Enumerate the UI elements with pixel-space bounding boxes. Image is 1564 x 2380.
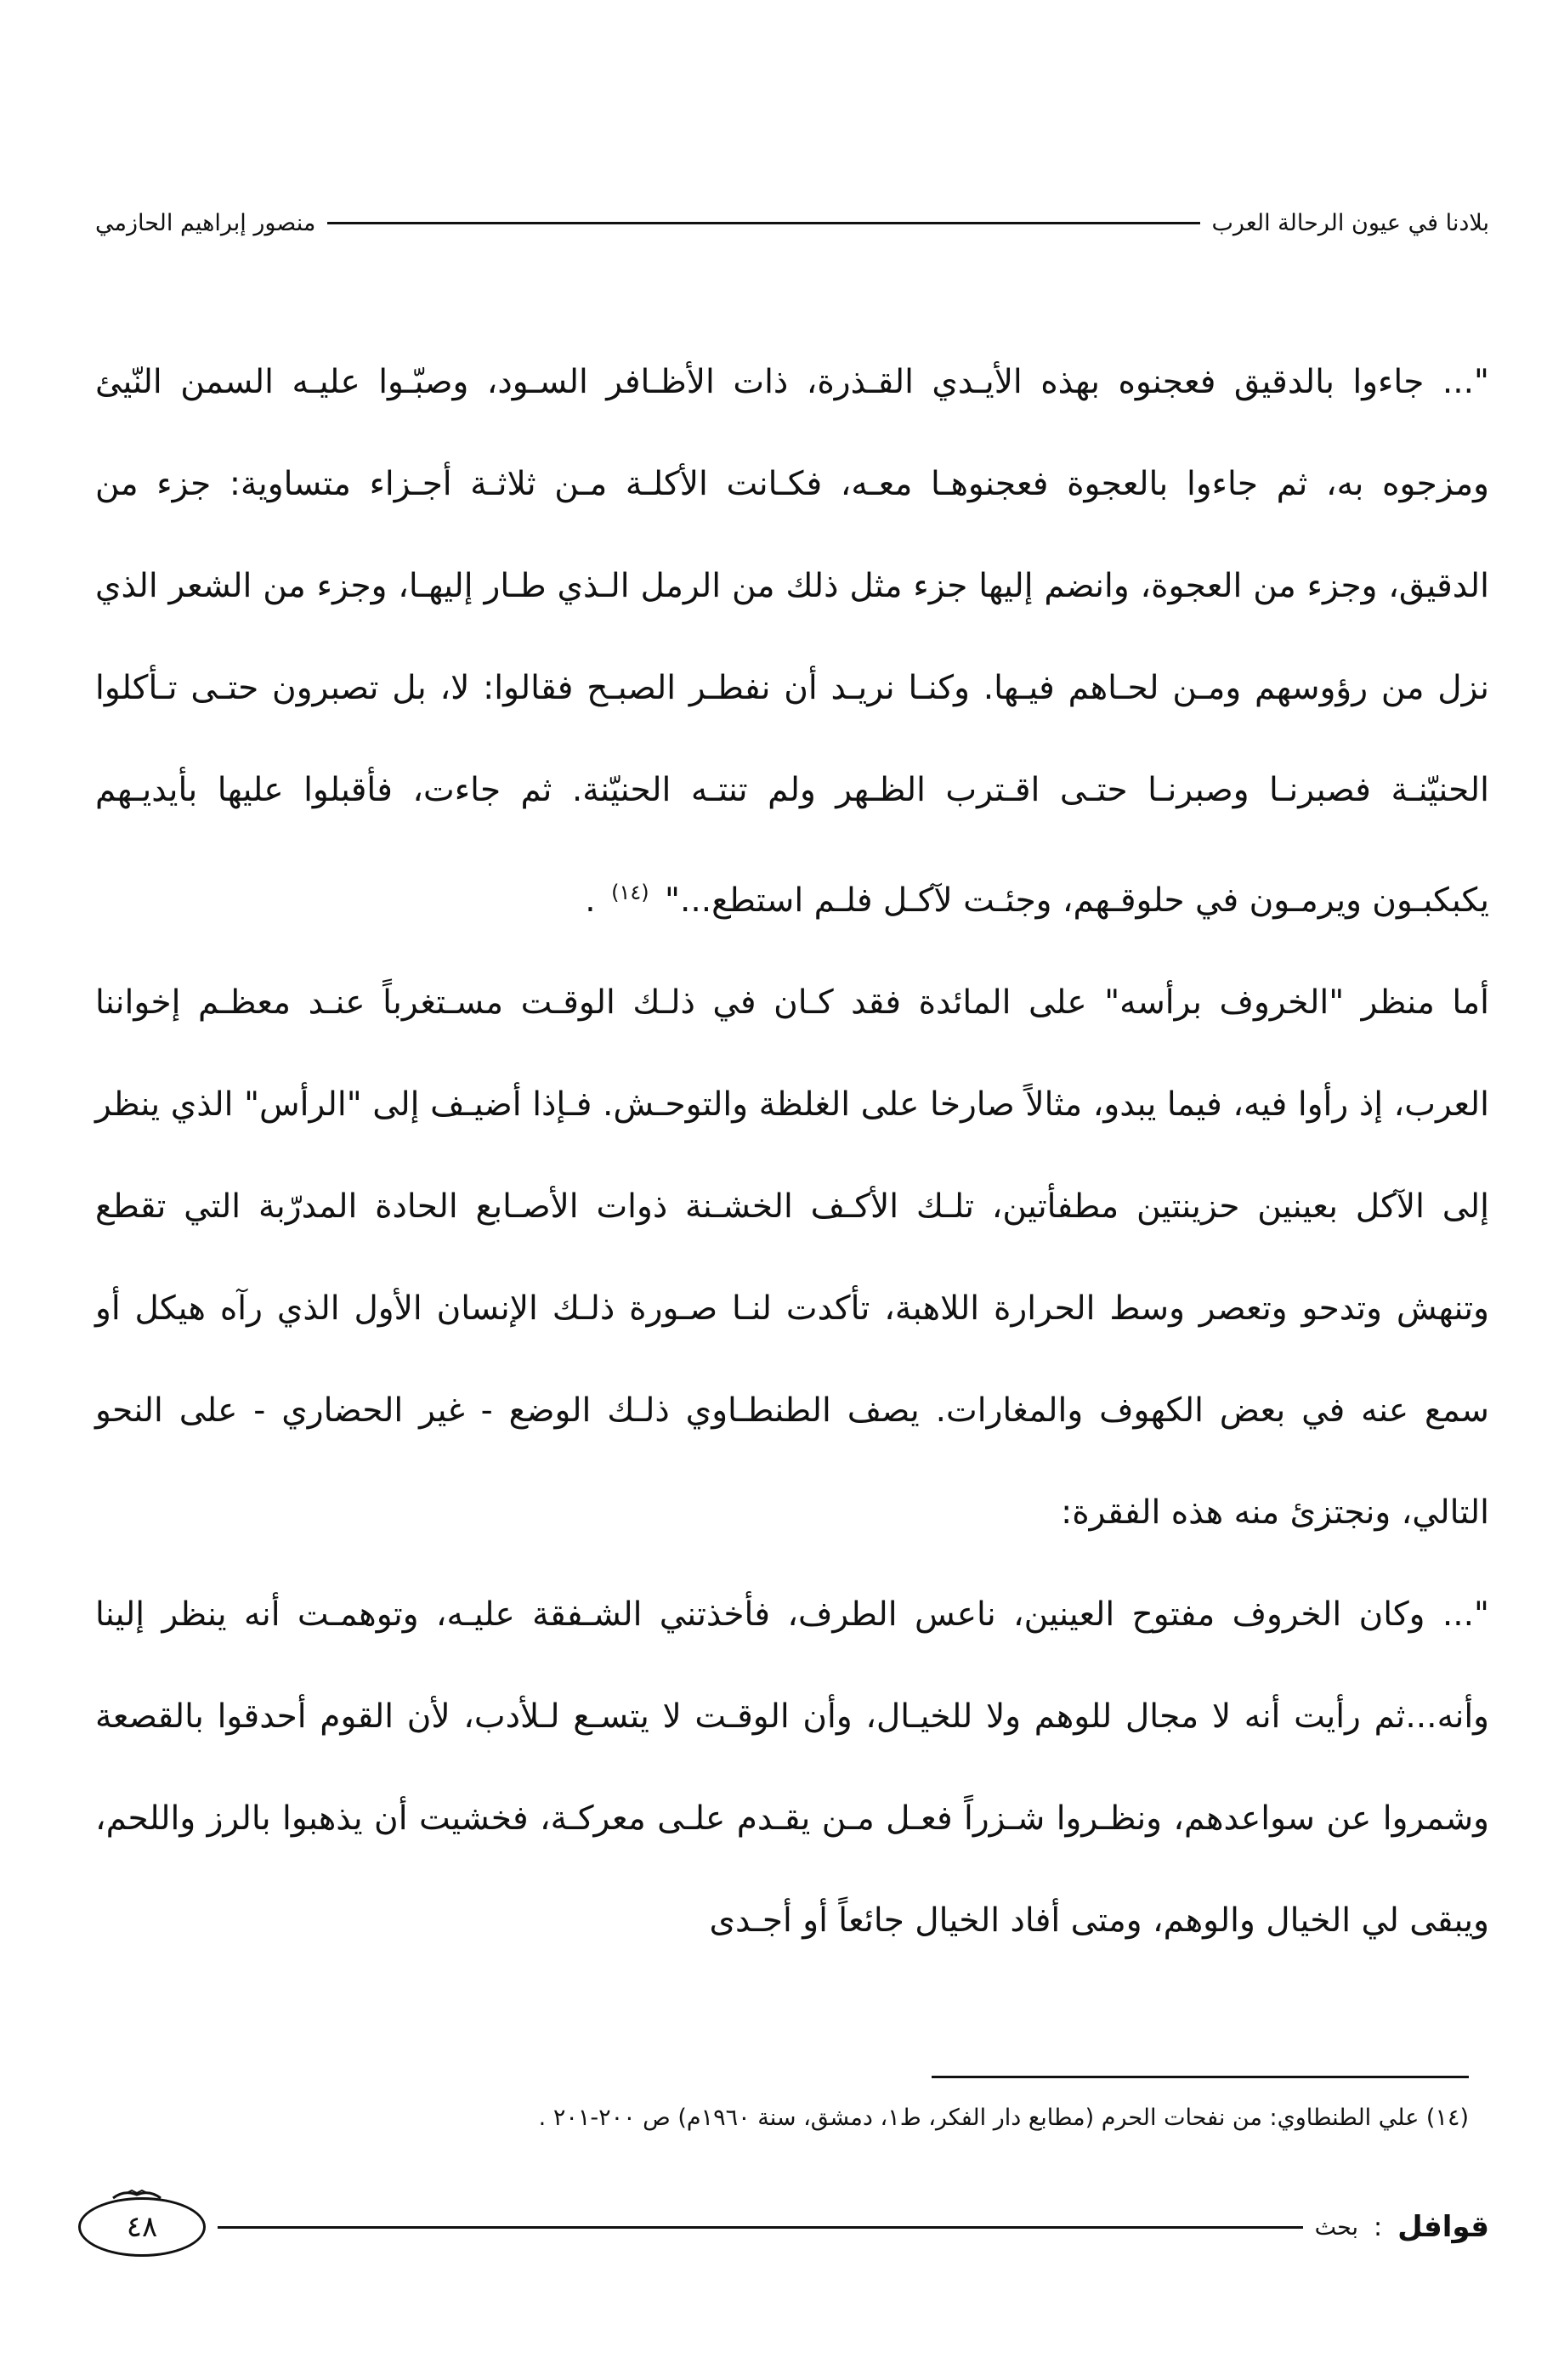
footer-rule (218, 2226, 1303, 2229)
paragraph-text: "... وكان الخروف مفتوح العينين، ناعس الطرف، فأخذتني الشـفقة عليـه، وتوهمـت أنه ينظر إلينا وأنه...ثم رأيت أنه لا مجال للوهم ولا للخيـال، وأن الوقـت لا يتسـع لـلأدب، لأن القوم أحدقوا بالقصعة وشمروا عن سواعدهم، ونظـروا شـزراً فعـل مـن يقـدم علـى معركـة، فخشيت أن يذهبوا بالرز واللحم، ويبقى لي الخيال والوهم، ومتى أفاد الخيال جائعاً أو أجـدى (95, 1595, 1489, 1940)
quote-paragraph-1 (95, 332, 1489, 952)
footnote: (١٤) علي الطنطاوي: من نفحات الحرم (مطابع دار الفكر، ط١، دمشق، سنة ١٩٦٠م) ص ٢٠٠-٢٠١ . (538, 2105, 1469, 2131)
footer-separator: : (1374, 2212, 1383, 2242)
footnote-rule (932, 2076, 1469, 2078)
page-footer (78, 2189, 1489, 2265)
page-number-oval (78, 2197, 206, 2257)
journal-name: قوافل (1397, 2210, 1489, 2244)
header-rule (327, 222, 1199, 224)
footnote-reference: (١٤) (611, 881, 649, 904)
author-name: منصور إبراهيم الحازمي (95, 209, 316, 236)
quote-paragraph-3 (95, 1564, 1489, 1972)
paragraph-text: "... جاءوا بالدقيق فعجنوه بهذه الأيـدي القـذرة، ذات الأظـافر السـود، وصبّـوا عليـه السمن النّيئ ومزجوه به، ثم جاءوا بالعجوة فعجنوهـا معـه، فكـانت الأكلـة مـن ثلاثـة أجـزاء متساوية: جزء من الدقيق، وجزء من العجوة، وانضم إليها جزء مثل ذلك من الرمل الـذي طـار إليهـا، وجزء من الشعر الذي نزل من رؤوسهم ومـن لحـاهم فيـها. وكنـا نريـد أن نفطـر الصبـح فقالوا: لا، بل تصبرون حتـى تـأكلوا الحنيّنـة فصبرنـا وصبرنـا حتـى اقـترب الظـهر ولم تنتـه الحنيّنة. ثم جاءت، فأقبلوا عليها بأيديـهم يكبكبـون ويرمـون في حلوقـهم، وجئـت لآكـل فلـم استطع..." (95, 363, 1489, 920)
body-paragraph-2 (95, 952, 1489, 1564)
ornament-icon (111, 2188, 162, 2202)
book-title: بلادنا في عيون الرحالة العرب (1211, 209, 1489, 236)
paragraph-text: أما منظر "الخروف برأسه" على المائدة فقد كـان في ذلـك الوقـت مسـتغرباً عنـد معظـم إخواننا العرب، إذ رأوا فيه، فيما يبدو، مثالاً صارخا على الغلظة والتوحـش. فـإذا أضيـف إلى "الرأس" الذي ينظر إلى الآكل بعينين حزينتين مطفأتين، تلـك الأكـف الخشـنة ذوات الأصـابع الحادة المدرّبة التي تقطع وتنهش وتدحو وتعصر وسط الحرارة اللاهبة، تأكدت لنـا صـورة ذلـك الإنسان الأول الذي رآه هيكل أو سمع عنه في بعض الكهوف والمغارات. يصف الطنطـاوي ذلـك الوضع - غير الحضاري - على النحو التالي، ونجتزئ منه هذه الفقرة: (95, 983, 1489, 1532)
page-number: ٤٨ (126, 2210, 158, 2244)
body-text (95, 332, 1489, 1972)
running-header (95, 202, 1489, 243)
section-label: بحث (1314, 2213, 1359, 2241)
paragraph-end-mark: . (585, 881, 596, 920)
